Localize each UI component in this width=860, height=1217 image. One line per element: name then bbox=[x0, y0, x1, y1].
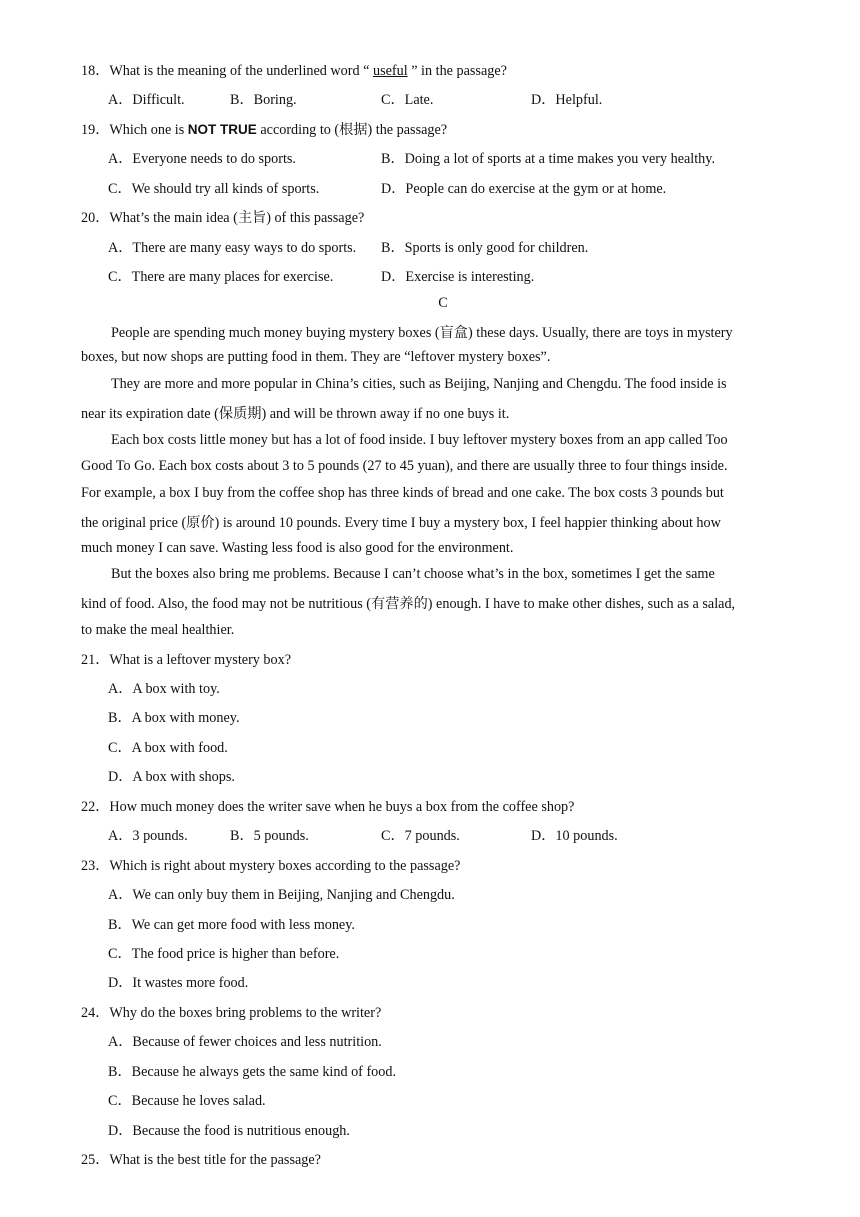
question-number: 19． bbox=[81, 122, 110, 138]
question-text: How much money does the writer save when he buys a box from the coffee shop? bbox=[109, 799, 575, 815]
underlined-word: useful bbox=[372, 63, 408, 79]
option-c: C．We should try all kinds of sports. bbox=[108, 181, 320, 197]
option-b: B．Doing a lot of sports at a time makes you very healthy. bbox=[381, 151, 715, 167]
question-25 bbox=[81, 1149, 801, 1169]
question-text: Why do the boxes bring problems to the writer? bbox=[109, 1005, 382, 1021]
passage-p4-line3: to make the meal healthier. bbox=[81, 622, 235, 638]
question-18 bbox=[81, 60, 801, 80]
option-d: D．10 pounds. bbox=[531, 828, 618, 844]
option-c: C．Because he loves salad. bbox=[108, 1093, 266, 1109]
option-a: A．Difficult. bbox=[108, 92, 185, 108]
passage-p2-line1: They are more and more popular in China’s cities, such as Beijing, Nanjing and Chengdu. The food inside is bbox=[111, 376, 727, 392]
passage-p4-line2: kind of food. Also, the food may not be nutritious (有营养的) enough. I have to make other dishes, such as a salad, bbox=[81, 596, 736, 612]
passage-p2-line2: near its expiration date (保质期) and will be thrown away if no one buys it. bbox=[81, 406, 510, 422]
bold-phrase: NOT TRUE bbox=[187, 122, 257, 137]
question-number: 21． bbox=[81, 652, 110, 668]
question-19 bbox=[81, 119, 801, 139]
question-number: 20． bbox=[81, 210, 110, 226]
option-a: A．A box with toy. bbox=[108, 681, 220, 697]
passage-p1-line2: boxes, but now shops are putting food in them. They are “leftover mystery boxes”. bbox=[81, 349, 551, 365]
question-text-post: ” in the passage? bbox=[407, 63, 507, 79]
option-c: C．There are many places for exercise. bbox=[108, 269, 334, 285]
option-b: B．A box with money. bbox=[108, 710, 240, 726]
question-23 bbox=[81, 855, 801, 875]
question-text: Which is right about mystery boxes according to the passage? bbox=[109, 858, 461, 874]
passage-p3-line2: Good To Go. Each box costs about 3 to 5 pounds (27 to 45 yuan), and there are usually three to four things inside. bbox=[81, 458, 728, 474]
option-d: D．It wastes more food. bbox=[108, 975, 249, 991]
option-b: B．Sports is only good for children. bbox=[381, 240, 589, 256]
question-text-post: according to (根据) the passage? bbox=[256, 122, 448, 138]
option-d: D．A box with shops. bbox=[108, 769, 235, 785]
passage-p3-line4: the original price (原价) is around 10 pounds. Every time I buy a mystery box, I feel happier thinking about how bbox=[81, 515, 721, 531]
option-c: C．7 pounds. bbox=[381, 828, 460, 844]
option-a: A．We can only buy them in Beijing, Nanjing and Chengdu. bbox=[108, 887, 455, 903]
question-text: What is a leftover mystery box? bbox=[109, 652, 292, 668]
passage-p3-line1: Each box costs little money but has a lot of food inside. I buy leftover mystery boxes from an app called Too bbox=[111, 432, 728, 448]
option-d: D．Because the food is nutritious enough. bbox=[108, 1123, 350, 1139]
question-number: 22． bbox=[81, 799, 110, 815]
passage-p1-line1: People are spending much money buying mystery boxes (盲盒) these days. Usually, there are toys in mystery bbox=[111, 325, 733, 341]
option-b: B．We can get more food with less money. bbox=[108, 917, 355, 933]
question-text-pre: What is the meaning of the underlined word “ bbox=[109, 63, 373, 79]
option-a: A．3 pounds. bbox=[108, 828, 188, 844]
question-20 bbox=[81, 207, 801, 227]
option-b: B．Because he always gets the same kind of food. bbox=[108, 1064, 397, 1080]
question-21 bbox=[81, 649, 801, 669]
question-number: 23． bbox=[81, 858, 110, 874]
option-c: C．A box with food. bbox=[108, 740, 228, 756]
question-number: 18． bbox=[81, 63, 110, 79]
question-text: What is the best title for the passage? bbox=[109, 1152, 321, 1168]
question-22 bbox=[81, 796, 801, 816]
option-d: D．Helpful. bbox=[531, 92, 603, 108]
passage-p3-line5: much money I can save. Wasting less food is also good for the environment. bbox=[81, 540, 514, 556]
question-24 bbox=[81, 1002, 801, 1022]
option-b: B．Boring. bbox=[230, 92, 297, 108]
option-c: C．The food price is higher than before. bbox=[108, 946, 340, 962]
question-text: What’s the main idea (主旨) of this passage? bbox=[109, 210, 365, 226]
passage-p3-line3: For example, a box I buy from the coffee shop has three kinds of bread and one cake. The box costs 3 pounds but bbox=[81, 485, 724, 501]
option-a: A．Because of fewer choices and less nutrition. bbox=[108, 1034, 382, 1050]
option-d: D．People can do exercise at the gym or at home. bbox=[381, 181, 667, 197]
option-b: B．5 pounds. bbox=[230, 828, 309, 844]
question-number: 24． bbox=[81, 1005, 110, 1021]
passage-p4-line1: But the boxes also bring me problems. Because I can’t choose what’s in the box, sometimes I get the same bbox=[111, 566, 715, 582]
option-d: D．Exercise is interesting. bbox=[381, 269, 535, 285]
option-a: A．Everyone needs to do sports. bbox=[108, 151, 296, 167]
option-c: C．Late. bbox=[381, 92, 434, 108]
section-label: C bbox=[438, 295, 448, 311]
question-text-pre: Which one is bbox=[109, 122, 188, 138]
option-a: A．There are many easy ways to do sports. bbox=[108, 240, 357, 256]
question-number: 25． bbox=[81, 1152, 110, 1168]
